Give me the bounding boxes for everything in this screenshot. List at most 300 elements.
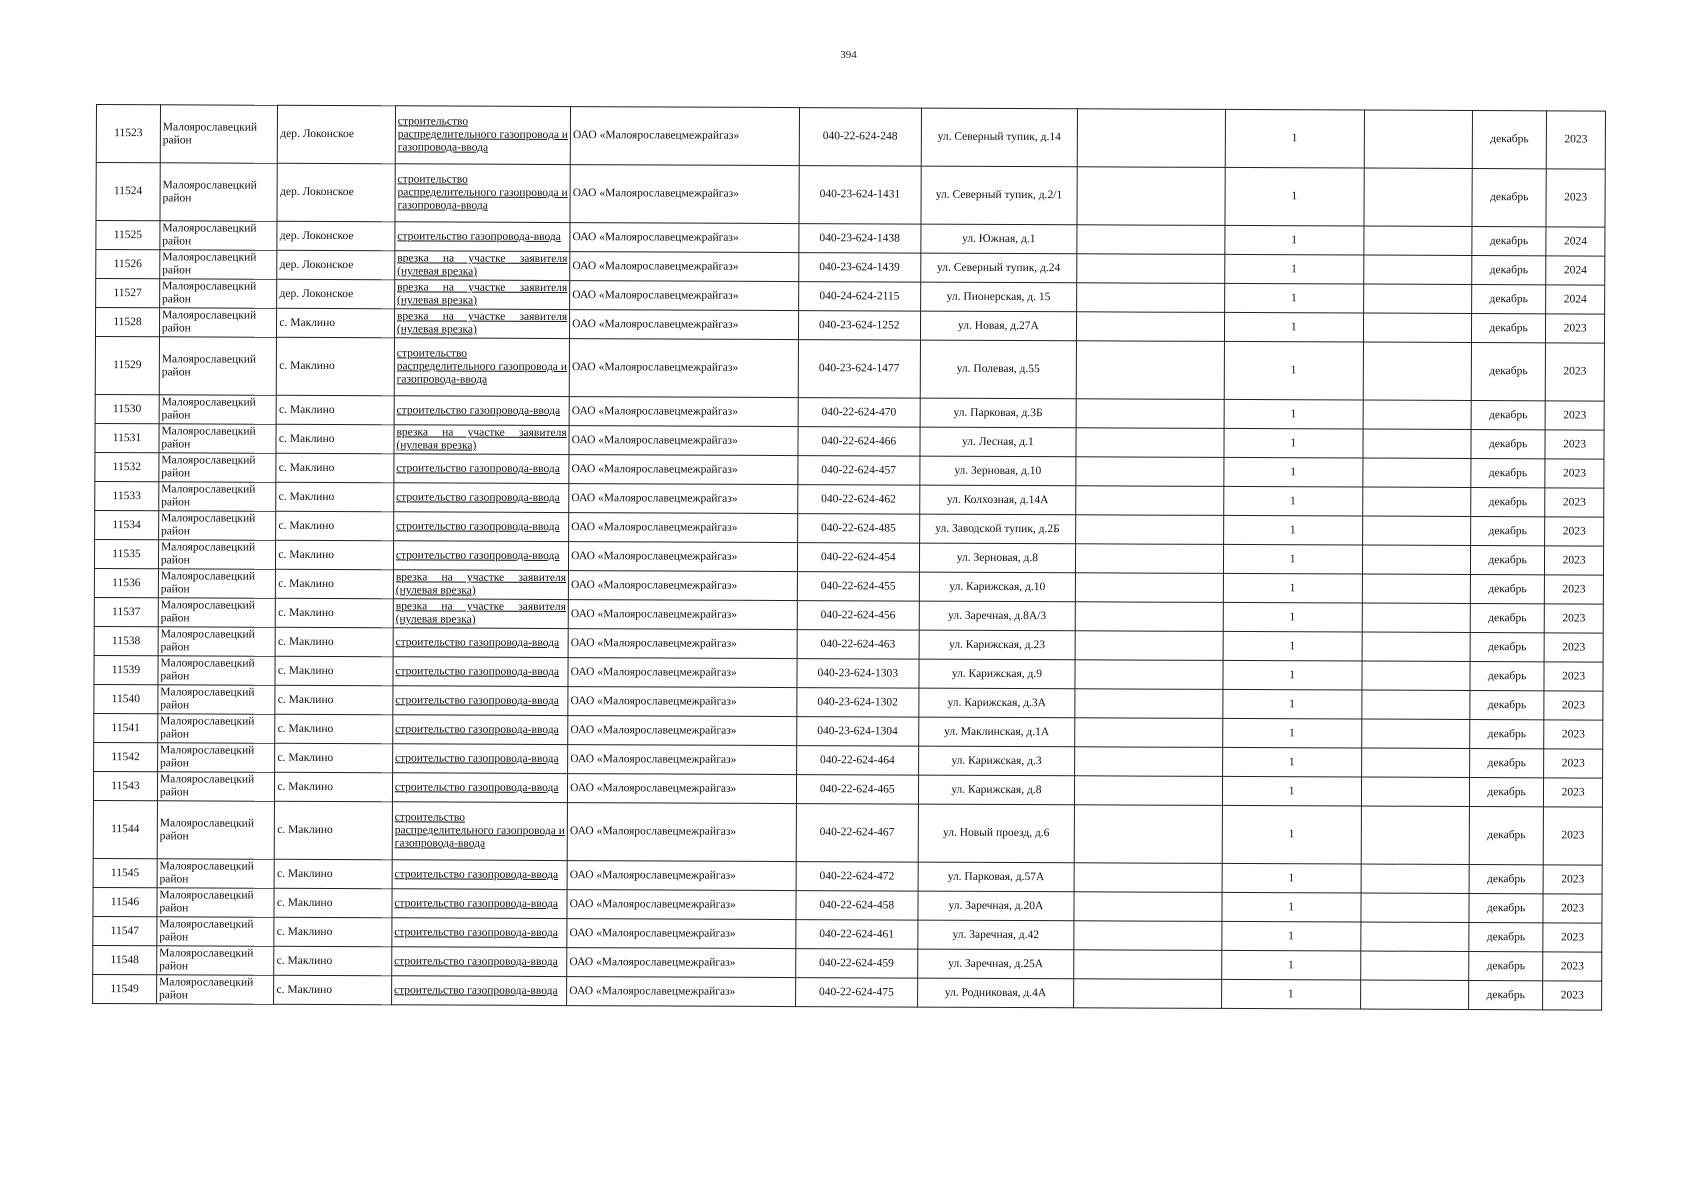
empty-cell (1074, 805, 1222, 864)
code-cell: 040-22-624-464 (797, 746, 919, 776)
code-cell: 040-23-624-1439 (799, 253, 921, 283)
district-cell: Малоярославецкий район (157, 946, 275, 976)
empty-cell (1076, 573, 1224, 603)
count-cell: 1 (1223, 573, 1362, 603)
empty-cell (1074, 892, 1222, 922)
empty-cell (1077, 312, 1225, 342)
month-cell: декабрь (1472, 169, 1546, 227)
row-number: 11545 (93, 858, 157, 887)
address-cell: ул. Новый проезд, д.6 (918, 804, 1075, 863)
empty-cell (1075, 747, 1223, 777)
month-cell: декабрь (1470, 748, 1544, 777)
row-number: 11530 (95, 394, 159, 423)
year-cell: 2023 (1545, 430, 1604, 459)
work-type-cell: строительство газопровода-ввода (391, 976, 566, 1006)
district-cell: Малоярославецкий район (160, 105, 278, 164)
work-type-cell: строительство распределительного газопровода и газопровода-ввода (395, 106, 570, 165)
work-type-cell: строительство газопровода-ввода (395, 222, 570, 252)
district-cell: Малоярославецкий район (157, 772, 275, 802)
year-cell: 2023 (1545, 546, 1604, 575)
district-cell: Малоярославецкий район (159, 308, 277, 338)
work-type-cell: врезка на участке заявителя (нулевая врезка) (393, 570, 568, 600)
row-number: 11544 (93, 800, 157, 858)
empty-cell (1076, 544, 1224, 574)
address-cell: ул. Северный тупик, д.24 (920, 253, 1077, 283)
row-number: 11535 (94, 539, 158, 568)
code-cell: 040-22-624-475 (795, 978, 917, 1008)
register-body (93, 105, 1606, 1011)
row-number: 11549 (93, 974, 157, 1003)
organization-cell: ОАО «Малоярославецмежрайгаз» (569, 484, 798, 514)
month-cell: декабрь (1469, 951, 1543, 980)
district-cell: Малоярославецкий район (157, 917, 275, 947)
code-cell: 040-22-624-472 (796, 862, 918, 892)
empty-cell (1363, 400, 1471, 429)
work-type-cell: строительство газопровода-ввода (393, 686, 568, 716)
work-type-cell: строительство газопровода-ввода (394, 396, 569, 426)
district-cell: Малоярославецкий район (158, 685, 276, 715)
count-cell: 1 (1225, 167, 1364, 226)
address-cell: ул. Северный тупик, д.14 (921, 108, 1078, 167)
month-cell: декабрь (1471, 459, 1545, 488)
organization-cell: ОАО «Малоярославецмежрайгаз» (567, 803, 796, 862)
code-cell: 040-22-624-458 (796, 891, 918, 921)
district-cell: Малоярославецкий район (158, 598, 276, 628)
work-type-cell: строительство газопровода-ввода (392, 773, 567, 803)
code-cell: 040-23-624-1303 (797, 659, 919, 689)
empty-cell (1075, 718, 1223, 748)
address-cell: ул. Карижская, д.9 (919, 659, 1076, 689)
row-number: 11546 (93, 887, 157, 916)
locality-cell: дер. Локонское (278, 105, 396, 164)
count-cell: 1 (1221, 921, 1360, 951)
empty-cell (1361, 777, 1469, 806)
work-type-cell: строительство распределительного газопровода и газопровода-ввода (392, 802, 567, 861)
count-cell: 1 (1223, 457, 1362, 487)
address-cell: ул. Карижская, д.3 (918, 746, 1075, 776)
row-number: 11529 (95, 336, 159, 394)
month-cell: декабрь (1469, 777, 1543, 806)
code-cell: 040-24-624-2115 (799, 282, 921, 312)
locality-cell: с. Маклино (274, 917, 392, 947)
year-cell: 2023 (1545, 459, 1604, 488)
address-cell: ул. Заводской тупик, д.2Б (919, 514, 1076, 544)
organization-cell: ОАО «Малоярославецмежрайгаз» (568, 716, 797, 746)
row-number: 11526 (96, 250, 160, 279)
address-cell: ул. Зерновая, д.8 (919, 543, 1076, 573)
locality-cell: с. Маклино (276, 511, 394, 541)
district-cell: Малоярославецкий район (160, 250, 278, 280)
empty-cell (1364, 110, 1472, 168)
empty-cell (1075, 631, 1223, 661)
locality-cell: с. Маклино (275, 656, 393, 686)
district-cell: Малоярославецкий район (158, 540, 276, 570)
organization-cell: ОАО «Малоярославецмежрайгаз» (567, 890, 796, 920)
row-number: 11538 (94, 626, 158, 655)
year-cell: 2024 (1546, 285, 1605, 314)
month-cell: декабрь (1471, 430, 1545, 459)
organization-cell: ОАО «Малоярославецмежрайгаз» (569, 513, 798, 543)
row-number: 11548 (93, 945, 157, 974)
year-cell: 2023 (1545, 575, 1604, 604)
page-number: 394 (840, 49, 857, 61)
year-cell: 2024 (1546, 256, 1605, 285)
organization-cell: ОАО «Малоярославецмежрайгаз» (569, 542, 798, 572)
month-cell: декабрь (1472, 256, 1546, 285)
organization-cell: ОАО «Малоярославецмежрайгаз» (567, 977, 796, 1007)
month-cell: декабрь (1471, 488, 1545, 517)
row-number: 11527 (96, 279, 160, 308)
month-cell: декабрь (1472, 111, 1546, 169)
empty-cell (1362, 661, 1470, 690)
address-cell: ул. Карижская, д.23 (919, 630, 1076, 660)
count-cell: 1 (1221, 950, 1360, 980)
month-cell: декабрь (1469, 980, 1543, 1009)
count-cell: 1 (1224, 283, 1363, 313)
empty-cell (1076, 341, 1224, 400)
table-row (96, 105, 1605, 170)
count-cell: 1 (1224, 428, 1363, 458)
code-cell: 040-22-624-465 (796, 775, 918, 805)
organization-cell: ОАО «Малоярославецмежрайгаз» (568, 745, 797, 775)
empty-cell (1362, 545, 1470, 574)
locality-cell: с. Маклино (274, 888, 392, 918)
locality-cell: с. Маклино (275, 772, 393, 802)
district-cell: Малоярославецкий район (158, 714, 276, 744)
year-cell: 2023 (1544, 691, 1603, 720)
row-number: 11524 (96, 163, 160, 221)
count-cell: 1 (1222, 892, 1361, 922)
work-type-cell: строительство газопровода-ввода (392, 889, 567, 919)
year-cell: 2023 (1543, 807, 1602, 865)
code-cell: 040-23-624-1431 (799, 166, 921, 225)
count-cell: 1 (1223, 544, 1362, 574)
count-cell: 1 (1222, 689, 1361, 719)
table-row (95, 336, 1604, 401)
locality-cell: с. Маклино (276, 453, 394, 483)
empty-cell (1363, 255, 1471, 284)
year-cell: 2023 (1546, 314, 1605, 343)
month-cell: декабрь (1471, 314, 1545, 343)
district-cell: Малоярославецкий район (159, 337, 277, 396)
row-number: 11532 (95, 452, 159, 481)
work-type-cell: строительство распределительного газопровода и газопровода-ввода (395, 164, 570, 223)
month-cell: декабрь (1470, 633, 1544, 662)
year-cell: 2023 (1545, 517, 1604, 546)
locality-cell: дер. Локонское (277, 221, 395, 251)
row-number: 11547 (93, 916, 157, 945)
empty-cell (1077, 254, 1225, 284)
organization-cell: ОАО «Малоярославецмежрайгаз» (567, 948, 796, 978)
locality-cell: с. Маклино (276, 482, 394, 512)
district-cell: Малоярославецкий район (159, 453, 277, 483)
empty-cell (1362, 690, 1470, 719)
empty-cell (1075, 776, 1223, 806)
code-cell: 040-23-624-1304 (797, 717, 919, 747)
work-type-cell: врезка на участке заявителя (нулевая врезка) (395, 251, 570, 281)
code-cell: 040-22-624-248 (799, 108, 921, 167)
locality-cell: дер. Локонское (277, 250, 395, 280)
work-type-cell: врезка на участке заявителя (нулевая врезка) (394, 280, 569, 310)
row-number: 11537 (94, 597, 158, 626)
count-cell: 1 (1223, 486, 1362, 516)
count-cell: 1 (1222, 718, 1361, 748)
address-cell: ул. Южная, д.1 (920, 224, 1077, 254)
locality-cell: с. Маклино (274, 975, 392, 1005)
month-cell: декабрь (1469, 922, 1543, 951)
code-cell: 040-23-624-1302 (797, 688, 919, 718)
month-cell: декабрь (1470, 691, 1544, 720)
locality-cell: с. Маклино (276, 395, 394, 425)
empty-cell (1076, 428, 1224, 458)
year-cell: 2023 (1545, 488, 1604, 517)
address-cell: ул. Новая, д.27А (920, 311, 1077, 341)
organization-cell: ОАО «Малоярославецмежрайгаз» (568, 571, 797, 601)
address-cell: ул. Парковая, д.3Б (920, 398, 1077, 428)
empty-cell (1076, 486, 1224, 516)
year-cell: 2023 (1545, 401, 1604, 430)
organization-cell: ОАО «Малоярославецмежрайгаз» (569, 455, 798, 485)
organization-cell: ОАО «Малоярославецмежрайгаз» (570, 165, 799, 224)
address-cell: ул. Лесная, д.1 (920, 427, 1077, 457)
organization-cell: ОАО «Малоярославецмежрайгаз» (569, 339, 798, 398)
organization-cell: ОАО «Малоярославецмежрайгаз» (568, 600, 797, 630)
count-cell: 1 (1223, 660, 1362, 690)
empty-cell (1360, 980, 1468, 1009)
work-type-cell: строительство газопровода-ввода (393, 512, 568, 542)
organization-cell: ОАО «Малоярославецмежрайгаз» (570, 107, 799, 166)
empty-cell (1077, 225, 1225, 255)
year-cell: 2023 (1544, 662, 1603, 691)
year-cell: 2023 (1544, 749, 1603, 778)
code-cell: 040-23-624-1252 (798, 311, 920, 341)
count-cell: 1 (1223, 631, 1362, 661)
address-cell: ул. Заречная, д.8А/3 (919, 601, 1076, 631)
count-cell: 1 (1224, 312, 1363, 342)
organization-cell: ОАО «Малоярославецмежрайгаз» (570, 252, 799, 282)
address-cell: ул. Заречная, д.20А (917, 891, 1074, 921)
empty-cell (1361, 922, 1469, 951)
locality-cell: с. Маклино (276, 424, 394, 454)
year-cell: 2023 (1543, 894, 1602, 923)
count-cell: 1 (1222, 747, 1361, 777)
empty-cell (1077, 283, 1225, 313)
count-cell: 1 (1224, 254, 1363, 284)
organization-cell: ОАО «Малоярославецмежрайгаз» (568, 774, 797, 804)
month-cell: декабрь (1470, 662, 1544, 691)
count-cell: 1 (1223, 515, 1362, 545)
locality-cell: с. Маклино (276, 598, 394, 628)
empty-cell (1074, 863, 1222, 893)
address-cell: ул. Карижская, д.8 (918, 775, 1075, 805)
empty-cell (1363, 342, 1471, 400)
empty-cell (1075, 660, 1223, 690)
empty-cell (1364, 226, 1472, 255)
table-row (93, 800, 1602, 865)
work-type-cell: строительство газопровода-ввода (392, 947, 567, 977)
district-cell: Малоярославецкий район (157, 888, 275, 918)
year-cell: 2023 (1544, 604, 1603, 633)
organization-cell: ОАО «Малоярославецмежрайгаз» (568, 687, 797, 717)
district-cell: Малоярославецкий район (159, 424, 277, 454)
work-type-cell: строительство газопровода-ввода (392, 918, 567, 948)
locality-cell: с. Маклино (276, 569, 394, 599)
row-number: 11534 (95, 510, 159, 539)
row-number: 11525 (96, 221, 160, 250)
year-cell: 2023 (1544, 778, 1603, 807)
year-cell: 2023 (1543, 923, 1602, 952)
district-cell: Малоярославецкий район (158, 656, 276, 686)
code-cell: 040-22-624-455 (797, 572, 919, 602)
empty-cell (1077, 109, 1225, 168)
locality-cell: дер. Локонское (277, 279, 395, 309)
empty-cell (1074, 979, 1222, 1009)
row-number: 11531 (95, 423, 159, 452)
work-type-cell: строительство газопровода-ввода (393, 715, 568, 745)
address-cell: ул. Пионерская, д. 15 (920, 282, 1077, 312)
year-cell: 2024 (1546, 227, 1605, 256)
count-cell: 1 (1222, 776, 1361, 806)
locality-cell: с. Маклино (275, 714, 393, 744)
empty-cell (1075, 602, 1223, 632)
work-type-cell: врезка на участке заявителя (нулевая врезка) (394, 425, 569, 455)
row-number: 11539 (94, 655, 158, 684)
year-cell: 2023 (1543, 865, 1602, 894)
table-row (93, 974, 1602, 1010)
row-number: 11543 (93, 771, 157, 800)
year-cell: 2023 (1543, 952, 1602, 981)
year-cell: 2023 (1544, 633, 1603, 662)
address-cell: ул. Зерновая, д.10 (919, 456, 1076, 486)
district-cell: Малоярославецкий район (156, 975, 274, 1005)
organization-cell: ОАО «Малоярославецмежрайгаз» (567, 919, 796, 949)
month-cell: декабрь (1472, 285, 1546, 314)
code-cell: 040-22-624-454 (797, 543, 919, 573)
district-cell: Малоярославецкий район (158, 627, 276, 657)
code-cell: 040-22-624-461 (796, 920, 918, 950)
month-cell: декабрь (1469, 893, 1543, 922)
locality-cell: с. Маклино (275, 685, 393, 715)
year-cell: 2023 (1546, 111, 1605, 169)
district-cell: Малоярославецкий район (160, 221, 278, 251)
empty-cell (1074, 921, 1222, 951)
address-cell: ул. Полевая, д.55 (920, 340, 1077, 399)
organization-cell: ОАО «Малоярославецмежрайгаз» (570, 281, 799, 311)
code-cell: 040-22-624-463 (797, 630, 919, 660)
locality-cell: с. Маклино (277, 308, 395, 338)
work-type-cell: строительство газопровода-ввода (392, 860, 567, 890)
work-type-cell: строительство газопровода-ввода (393, 628, 568, 658)
code-cell: 040-22-624-466 (798, 427, 920, 457)
code-cell: 040-22-624-459 (796, 949, 918, 979)
organization-cell: ОАО «Малоярославецмежрайгаз» (570, 310, 799, 340)
year-cell: 2023 (1543, 981, 1602, 1010)
work-type-cell: врезка на участке заявителя (нулевая врезка) (393, 599, 568, 629)
row-number: 11528 (95, 308, 159, 337)
locality-cell: с. Маклино (274, 859, 392, 889)
organization-cell: ОАО «Малоярославецмежрайгаз» (570, 223, 799, 253)
empty-cell (1361, 748, 1469, 777)
address-cell: ул. Карижская, д.3А (918, 688, 1075, 718)
year-cell: 2023 (1544, 720, 1603, 749)
code-cell: 040-22-624-470 (798, 398, 920, 428)
count-cell: 1 (1224, 399, 1363, 429)
month-cell: декабрь (1470, 546, 1544, 575)
locality-cell: с. Маклино (274, 946, 392, 976)
count-cell: 1 (1221, 979, 1360, 1009)
row-number: 11541 (94, 713, 158, 742)
locality-cell: дер. Локонское (277, 163, 395, 222)
work-type-cell: строительство газопровода-ввода (394, 454, 569, 484)
empty-cell (1363, 458, 1471, 487)
district-cell: Малоярославецкий район (160, 163, 278, 222)
month-cell: декабрь (1472, 227, 1546, 256)
empty-cell (1076, 515, 1224, 545)
empty-cell (1077, 167, 1225, 226)
empty-cell (1363, 284, 1471, 313)
work-type-cell: строительство газопровода-ввода (393, 657, 568, 687)
empty-cell (1362, 632, 1470, 661)
district-cell: Малоярославецкий район (158, 569, 276, 599)
empty-cell (1362, 516, 1470, 545)
empty-cell (1362, 574, 1470, 603)
code-cell: 040-22-624-457 (798, 456, 920, 486)
locality-cell: с. Маклино (275, 801, 393, 860)
code-cell: 040-22-624-485 (798, 514, 920, 544)
empty-cell (1362, 603, 1470, 632)
gasification-register-table (92, 104, 1606, 1011)
organization-cell: ОАО «Малоярославецмежрайгаз» (567, 861, 796, 891)
district-cell: Малоярославецкий район (160, 279, 278, 309)
month-cell: декабрь (1471, 401, 1545, 430)
year-cell: 2023 (1546, 169, 1605, 227)
code-cell: 040-23-624-1477 (798, 340, 920, 399)
row-number: 11523 (96, 105, 160, 163)
code-cell: 040-22-624-462 (798, 485, 920, 515)
year-cell: 2023 (1545, 343, 1604, 401)
address-cell: ул. Заречная, д.25А (917, 949, 1074, 979)
address-cell: ул. Маклинская, д.1А (918, 717, 1075, 747)
count-cell: 1 (1224, 225, 1363, 255)
work-type-cell: строительство газопровода-ввода (394, 483, 569, 513)
empty-cell (1360, 951, 1468, 980)
district-cell: Малоярославецкий район (157, 859, 275, 889)
row-number: 11542 (94, 742, 158, 771)
locality-cell: с. Маклино (275, 743, 393, 773)
empty-cell (1075, 689, 1223, 719)
work-type-cell: врезка на участке заявителя (нулевая врезка) (394, 309, 569, 339)
month-cell: декабрь (1469, 864, 1543, 893)
month-cell: декабрь (1470, 575, 1544, 604)
empty-cell (1361, 893, 1469, 922)
empty-cell (1074, 950, 1222, 980)
organization-cell: ОАО «Малоярославецмежрайгаз» (569, 397, 798, 427)
month-cell: декабрь (1470, 604, 1544, 633)
address-cell: ул. Карижская, д.10 (919, 572, 1076, 602)
organization-cell: ОАО «Малоярославецмежрайгаз» (568, 629, 797, 659)
organization-cell: ОАО «Малоярославецмежрайгаз» (569, 426, 798, 456)
row-number: 11536 (94, 568, 158, 597)
month-cell: декабрь (1470, 720, 1544, 749)
count-cell: 1 (1224, 341, 1363, 400)
code-cell: 040-22-624-456 (797, 601, 919, 631)
address-cell: ул. Родниковая, д.4А (917, 978, 1074, 1008)
table-row (96, 163, 1605, 228)
locality-cell: с. Маклино (276, 540, 394, 570)
locality-cell: с. Маклино (275, 627, 393, 657)
empty-cell (1364, 168, 1472, 226)
district-cell: Малоярославецкий район (158, 511, 276, 541)
